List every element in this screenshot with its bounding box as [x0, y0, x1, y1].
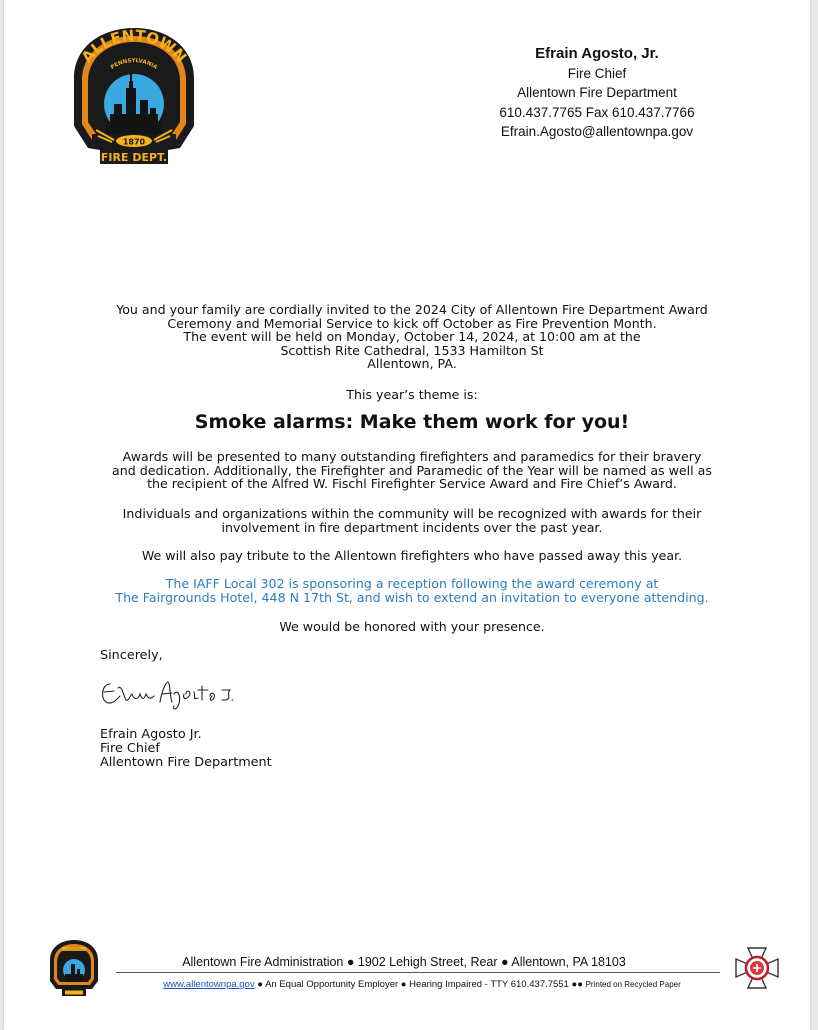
- signature-image: [98, 676, 238, 712]
- footer-logo: [48, 939, 100, 997]
- signer-block: [100, 728, 272, 770]
- email-address: Efrain.Agosto@allentownpa.gov: [500, 124, 694, 139]
- invite-line: Scottish Rite Cathedral, 1533 Hamilton St: [280, 342, 544, 358]
- honored-line: We would be honored with your presence.: [279, 619, 545, 634]
- department-name: Allentown Fire Department: [517, 85, 677, 100]
- awards-line: the recipient of the Alfred W. Fischl Firefighter Service Award and Fire Chief’s Award.: [147, 476, 677, 492]
- community-line: involvement in fire department incidents over the past year.: [221, 519, 603, 535]
- maltese-cross-icon: [734, 946, 780, 990]
- signer-department: Allentown Fire Department: [100, 755, 272, 770]
- invite-line: Ceremony and Memorial Service to kick off October as Fire Prevention Month.: [167, 315, 657, 331]
- theme-title: Smoke alarms: Make them work for you!: [194, 411, 630, 433]
- awards-paragraph: [94, 450, 730, 491]
- chief-title: Fire Chief: [567, 65, 627, 81]
- recycled-note: Printed on Recycled Paper: [585, 980, 681, 989]
- awards-line: and dedication. Additionally, the Firefighter and Paramedic of the Year will be named as well as: [112, 462, 712, 478]
- phone-fax: 610.437.7765 Fax 610.437.7766: [499, 104, 695, 120]
- invitation-paragraph: [94, 303, 730, 371]
- signer-name: Efrain Agosto Jr.: [100, 727, 202, 742]
- tribute-paragraph: We will also pay tribute to the Allentown firefighters who have passed away this year.: [141, 548, 683, 563]
- logo-top-text: ALLENTOWN: [77, 26, 191, 67]
- chief-name: Efrain Agosto, Jr.: [535, 45, 659, 62]
- footer-info-text: ● An Equal Opportunity Employer ● Hearing Impaired - TTY 610.437.7551 ●●: [254, 979, 586, 990]
- letterhead: [474, 44, 720, 142]
- invite-line: You and your family are cordially invited to the 2024 City of Allentown Fire Department Award: [116, 302, 708, 317]
- footer-divider: [116, 972, 720, 973]
- reception-line: The IAFF Local 302 is sponsoring a reception following the award ceremony at: [165, 576, 659, 591]
- signer-title: Fire Chief: [100, 741, 160, 756]
- reception-line: The Fairgrounds Hotel, 448 N 17th St, and wish to extend an invitation to everyone attending.: [115, 589, 709, 605]
- reception-paragraph: [94, 577, 730, 604]
- theme-intro: This year’s theme is:: [346, 387, 478, 402]
- letter-page: [4, 0, 810, 1030]
- fire-department-logo: [70, 26, 198, 166]
- logo-bottom-text: FIRE DEPT.: [100, 151, 168, 164]
- footer-address: Allentown Fire Administration ● 1902 Lehigh Street, Rear ● Allentown, PA 18103: [182, 955, 626, 969]
- logo-year: 1870: [122, 137, 146, 147]
- invite-line: Allentown, PA.: [367, 356, 457, 372]
- awards-line: Awards will be presented to many outstanding firefighters and paramedics for their bravery: [122, 449, 702, 464]
- website-link[interactable]: www.allentownpa.gov: [163, 979, 255, 990]
- community-paragraph: [94, 507, 730, 534]
- footer-info-line: [104, 979, 740, 990]
- invite-line: The event will be held on Monday, October 14, 2024, at 10:00 am at the: [183, 329, 641, 345]
- community-line: Individuals and organizations within the community will be recognized with awards for their: [122, 506, 702, 521]
- closing-salutation: Sincerely,: [100, 648, 163, 663]
- logo-state-text: PENNSYLVANIA: [109, 58, 159, 71]
